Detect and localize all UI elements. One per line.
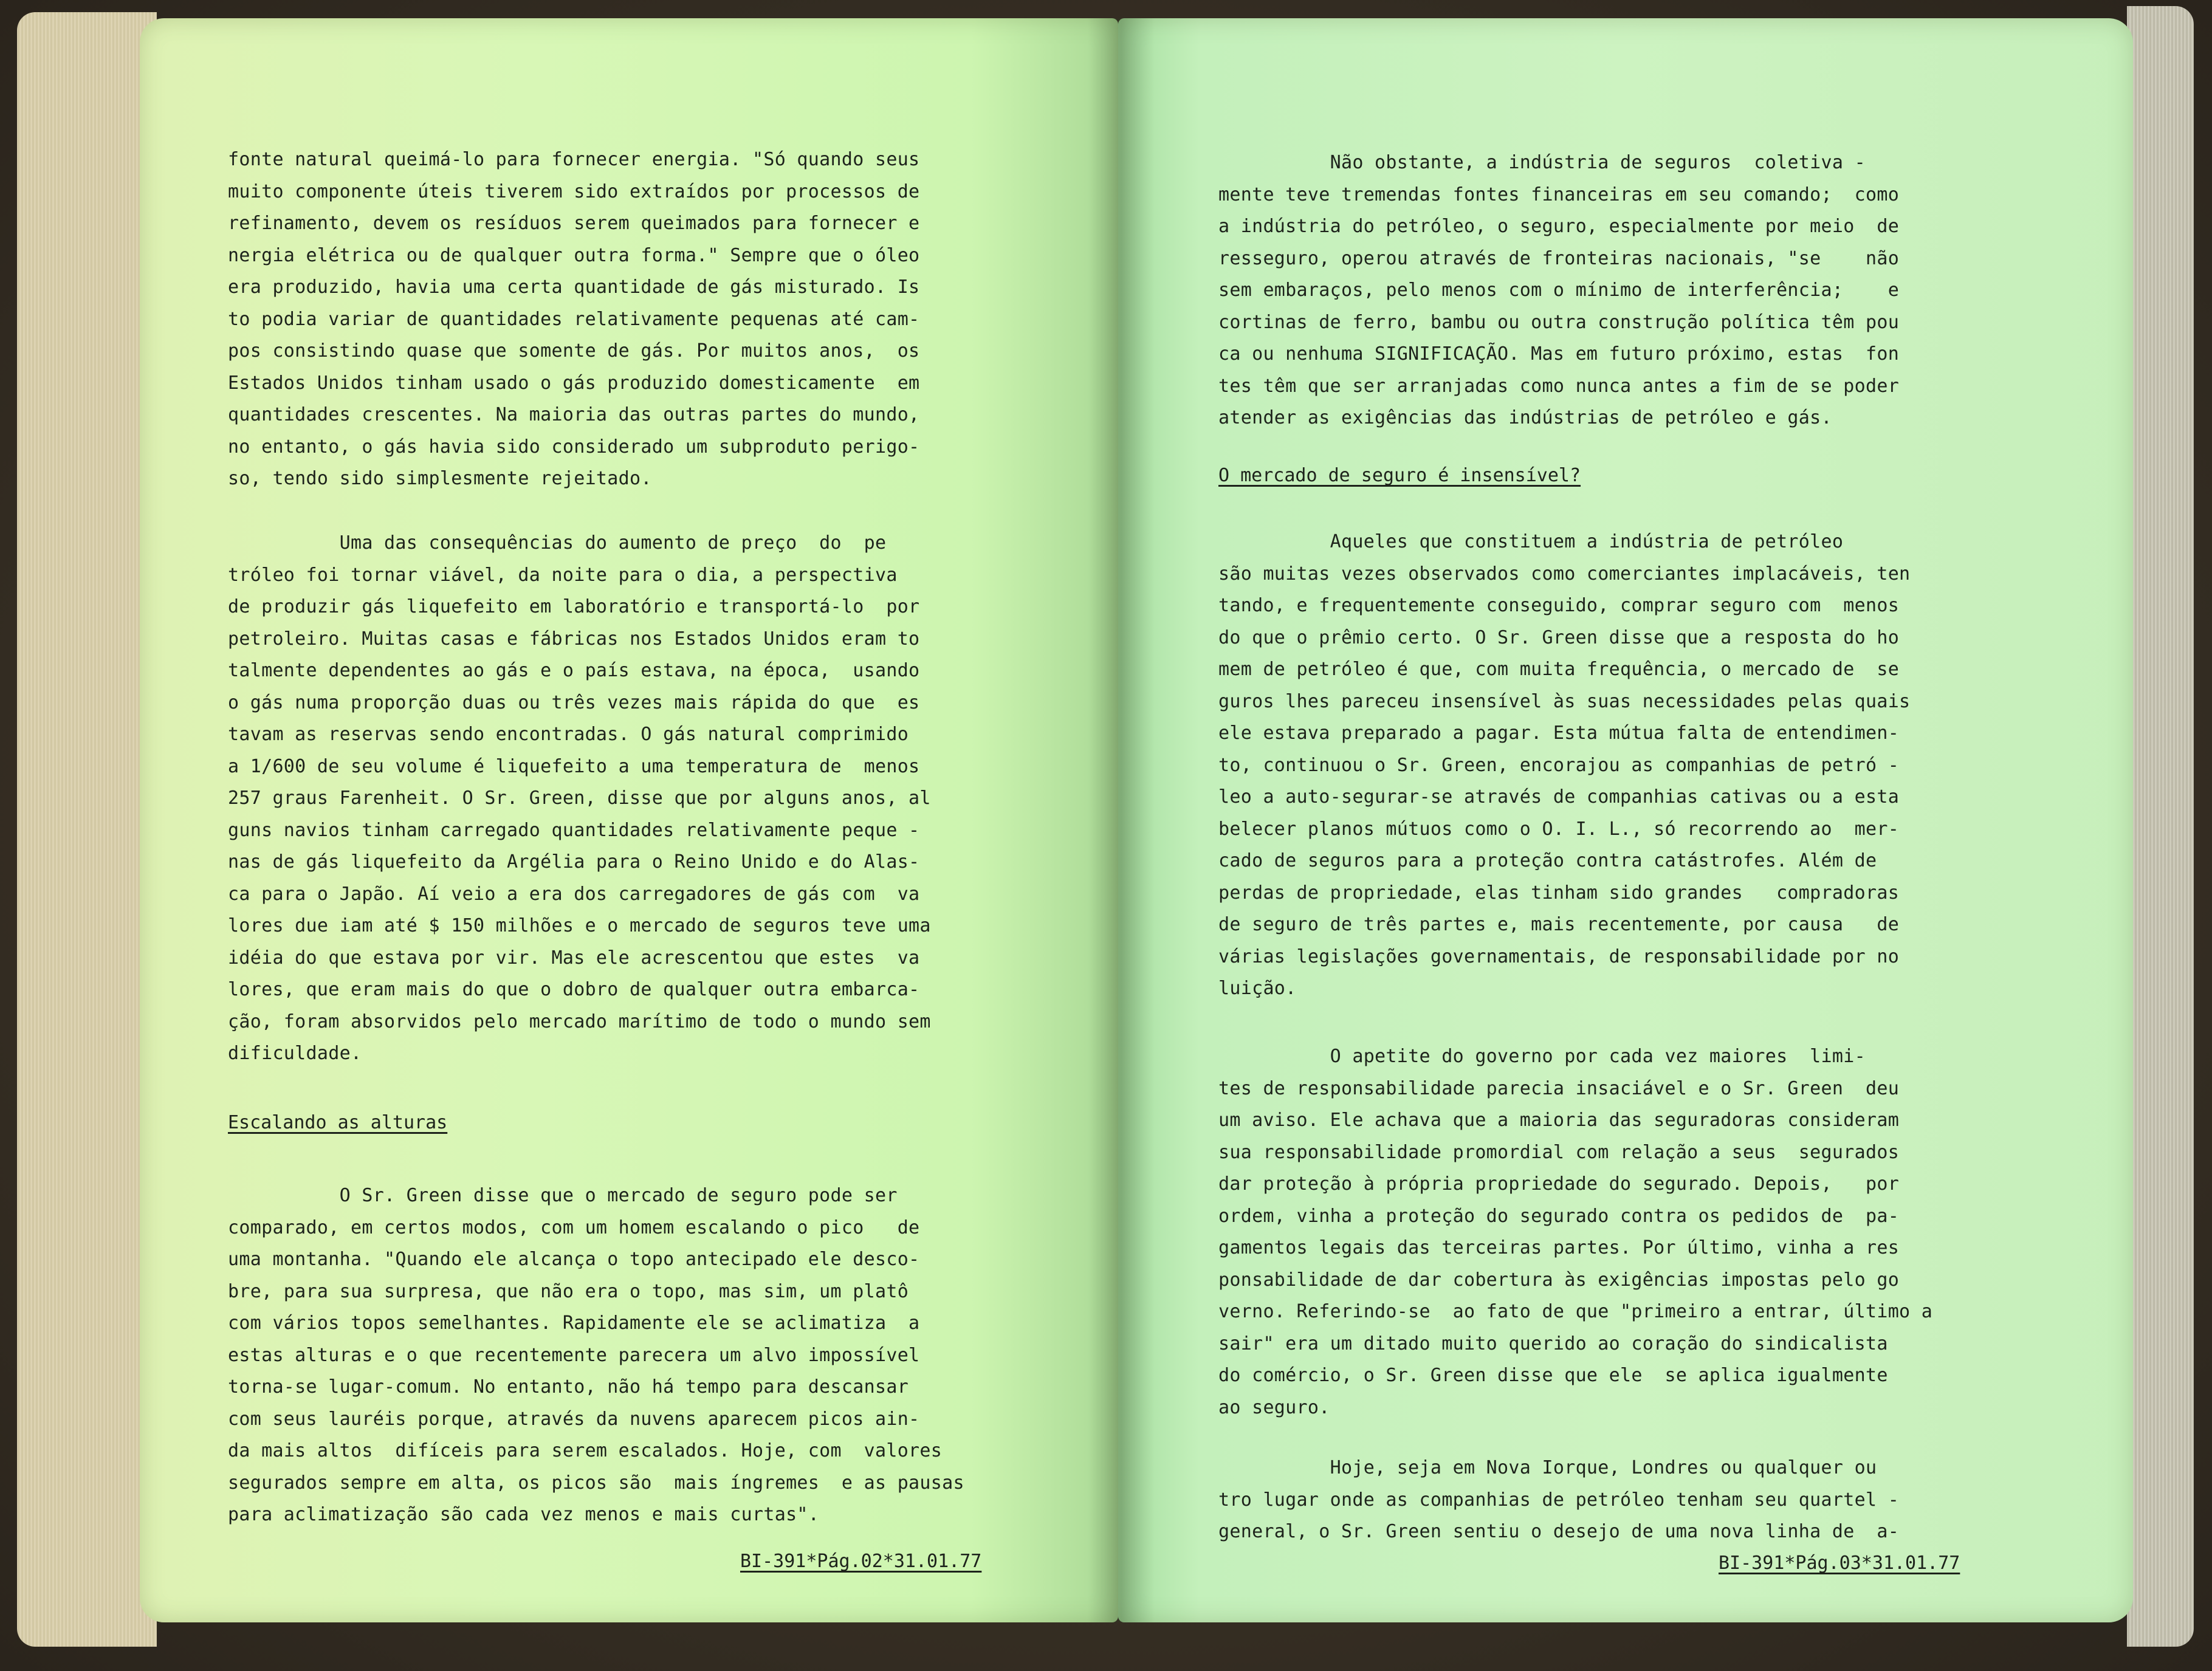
left-paragraph-3 [228, 1180, 1036, 1531]
text-line: lores, que eram mais do que o dobro de qualquer outra embarca- [228, 979, 920, 1000]
text-line: mente teve tremendas fontes financeiras em seu comando; como [1218, 184, 1900, 205]
text-line: a indústria do petróleo, o seguro, especialmente por meio de [1218, 216, 1900, 237]
text-line: verno. Referindo-se ao fato de que "primeiro a entrar, último a [1218, 1301, 1933, 1322]
text-line: resseguro, operou através de fronteiras nacionais, "se não [1218, 247, 1900, 269]
text-line: gamentos legais das terceiras partes. Por último, vinha a res [1218, 1237, 1900, 1258]
text-line: nas de gás liquefeito da Argélia para o Reino Unido e do Alas- [228, 851, 920, 873]
text-line: o gás numa proporção duas ou três vezes mais rápida do que es [228, 691, 920, 713]
text-line: tando, e frequentemente conseguido, comprar seguro com menos [1218, 595, 1900, 616]
text-line: tavam as reservas sendo encontradas. O gás natural comprimido [228, 724, 909, 745]
text-line: do comércio, o Sr. Green disse que ele se aplica igualmente [1218, 1365, 1888, 1386]
right-paragraph-4 [1218, 1452, 2027, 1548]
text-line: nergia elétrica ou de qualquer outra forma." Sempre que o óleo [228, 244, 920, 266]
text-line: guros lhes pareceu insensível às suas necessidades pelas quais [1218, 690, 1911, 712]
text-line: tro lugar onde as companhias de petróleo tenham seu quartel - [1218, 1489, 1900, 1511]
text-line: ca ou nenhuma SIGNIFICAÇÃO. Mas em futuro próximo, estas fon [1218, 343, 1900, 365]
text-line: ponsabilidade de dar cobertura às exigências impostas pelo go [1218, 1269, 1900, 1291]
text-line: várias legislações governamentais, de responsabilidade por no [1218, 945, 1900, 967]
text-line: talmente dependentes ao gás e o país estava, na época, usando [228, 660, 920, 681]
text-line: tes de responsabilidade parecia insaciável e o Sr. Green deu [1218, 1077, 1900, 1099]
text-line: segurados sempre em alta, os picos são mais íngremes e as pausas [228, 1472, 964, 1494]
text-line: estas alturas e o que recentemente parecera um alvo impossível [228, 1344, 920, 1366]
text-line: cado de seguros para a proteção contra catástrofes. Além de [1218, 850, 1877, 871]
text-line: Estados Unidos tinham usado o gás produzido domesticamente em [228, 372, 920, 394]
text-line: idéia do que estava por vir. Mas ele acrescentou que estes va [228, 947, 920, 969]
text-line: tróleo foi tornar viável, da noite para o dia, a perspectiva [228, 564, 898, 586]
right-paragraph-3 [1218, 1041, 2027, 1424]
text-line: tes têm que ser arranjadas como nunca antes a fim de se poder [1218, 375, 1900, 397]
text-line: do que o prêmio certo. O Sr. Green disse que a resposta do ho [1218, 626, 1900, 648]
text-line: sua responsabilidade promordial com relação a seus segurados [1218, 1141, 1900, 1163]
text-line: muito componente úteis tiverem sido extraídos por processos de [228, 180, 920, 202]
book-gutter [1088, 18, 1155, 1622]
text-line: ele estava preparado a pagar. Esta mútua falta de entendimen- [1218, 722, 1900, 744]
text-line: O apetite do governo por cada vez maiores limi- [1218, 1046, 1866, 1067]
text-line: dar proteção à própria propriedade do segurado. Depois, por [1218, 1173, 1900, 1195]
text-line: O Sr. Green disse que o mercado de seguro pode ser [228, 1185, 898, 1206]
text-line: refinamento, devem os resíduos serem queimados para fornecer e [228, 213, 920, 234]
text-line: no entanto, o gás havia sido considerado um subproduto perigo- [228, 436, 920, 458]
text-line: com vários topos semelhantes. Rapidamente ele se aclimatiza a [228, 1312, 920, 1334]
text-line: a 1/600 de seu volume é liquefeito a uma temperatura de menos [228, 755, 920, 777]
text-line: uma montanha. "Quando ele alcança o topo antecipado ele desco- [228, 1249, 920, 1270]
text-line: Não obstante, a indústria de seguros coletiva - [1218, 152, 1866, 173]
text-line: com seus lauréis porque, através da nuvens aparecem picos ain- [228, 1408, 920, 1430]
text-line: cortinas de ferro, bambu ou outra construção política têm pou [1218, 311, 1900, 333]
text-line: sem embaraços, pelo menos com o mínimo de interferência; e [1218, 280, 1900, 301]
text-line: lores due iam até $ 150 milhões e o mercado de seguros teve uma [228, 915, 931, 936]
text-line: quantidades crescentes. Na maioria das outras partes do mundo, [228, 404, 920, 425]
text-line: para aclimatização são cada vez menos e mais curtas". [228, 1504, 820, 1525]
text-line: to podia variar de quantidades relativamente pequenas até cam- [228, 308, 920, 330]
text-line: so, tendo sido simplesmente rejeitado. [228, 468, 652, 489]
text-line: belecer planos mútuos como o O. I. L., só recorrendo ao mer- [1218, 818, 1900, 840]
text-line: Aqueles que constituem a indústria de petróleo [1218, 531, 1844, 552]
left-paragraph-1 [228, 144, 1036, 495]
text-line: ordem, vinha a proteção do segurado contra os pedidos de pa- [1218, 1205, 1900, 1227]
book-page-edges-left [17, 12, 157, 1647]
text-line: comparado, em certos modos, com um homem escalando o pico de [228, 1216, 920, 1238]
left-page-footer: BI-391*Pág.02*31.01.77 [740, 1551, 982, 1572]
text-line: atender as exigências das indústrias de petróleo e gás. [1218, 407, 1832, 428]
text-line: de produzir gás liquefeito em laboratório e transportá-lo por [228, 596, 920, 617]
right-section-heading: O mercado de seguro é insensível? [1218, 465, 1581, 486]
text-line: de seguro de três partes e, mais recentemente, por causa de [1218, 914, 1900, 935]
right-paragraph-2 [1218, 526, 2027, 1005]
text-line: perdas de propriedade, elas tinham sido grandes compradoras [1218, 882, 1900, 904]
text-line: ao seguro. [1218, 1396, 1330, 1418]
right-page-footer: BI-391*Pág.03*31.01.77 [1719, 1553, 1960, 1574]
text-line: bre, para sua surpresa, que não era o topo, mas sim, um platô [228, 1280, 909, 1302]
text-line: dificuldade. [228, 1043, 362, 1064]
text-line: sair" era um ditado muito querido ao coração do sindicalista [1218, 1333, 1888, 1354]
text-line: Hoje, seja em Nova Iorque, Londres ou qualquer ou [1218, 1457, 1877, 1478]
text-line: to, continuou o Sr. Green, encorajou as companhias de petró - [1218, 754, 1900, 776]
left-paragraph-2 [228, 527, 1036, 1070]
text-line: são muitas vezes observados como comerciantes implacáveis, ten [1218, 563, 1911, 585]
text-line: da mais altos difíceis para serem escalados. Hoje, com valores [228, 1440, 943, 1461]
book-page-edges-right [2127, 6, 2194, 1647]
text-line: general, o Sr. Green sentiu o desejo de uma nova linha de a- [1218, 1521, 1900, 1542]
text-line: leo a auto-segurar-se através de companhias cativas ou a esta [1218, 786, 1900, 808]
text-line: Uma das consequências do aumento de preço do pe [228, 532, 887, 554]
text-line: fonte natural queimá-lo para fornecer energia. "Só quando seus [228, 149, 920, 170]
text-line: era produzido, havia uma certa quantidade de gás misturado. Is [228, 276, 920, 298]
text-line: ca para o Japão. Aí veio a era dos carregadores de gás com va [228, 883, 920, 905]
text-line: um aviso. Ele achava que a maioria das seguradoras consideram [1218, 1110, 1900, 1131]
left-section-heading: Escalando as alturas [228, 1112, 448, 1133]
text-line: petroleiro. Muitas casas e fábricas nos Estados Unidos eram to [228, 628, 920, 650]
text-line: pos consistindo quase que somente de gás. Por muitos anos, os [228, 340, 920, 362]
text-line: guns navios tinham carregado quantidades relativamente peque - [228, 819, 920, 841]
text-line: ção, foram absorvidos pelo mercado marítimo de todo o mundo sem [228, 1010, 931, 1032]
text-line: torna-se lugar-comum. No entanto, não há tempo para descansar [228, 1376, 909, 1398]
text-line: 257 graus Farenheit. O Sr. Green, disse que por alguns anos, al [228, 787, 931, 809]
right-paragraph-1 [1218, 147, 2027, 434]
text-line: mem de petróleo é que, com muita frequência, o mercado de se [1218, 659, 1900, 680]
text-line: luição. [1218, 978, 1297, 999]
